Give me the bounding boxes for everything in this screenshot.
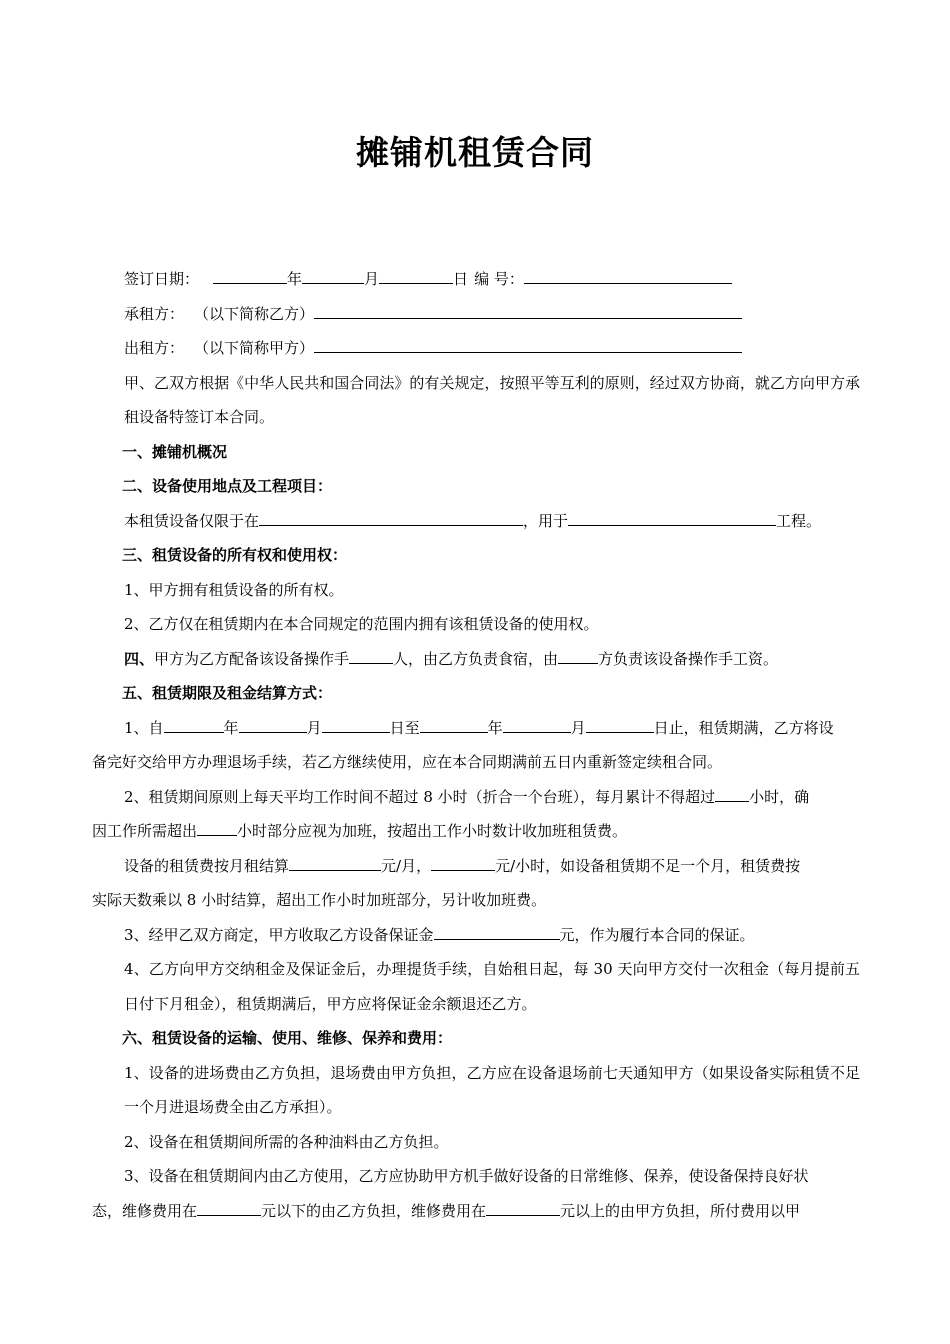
operator-count-blank[interactable] (349, 646, 393, 664)
deposit-line (92, 918, 860, 953)
project-blank[interactable] (568, 508, 776, 526)
year-blank[interactable] (213, 266, 287, 284)
fuel-paragraph: 2、设备在租赁期间所需的各种油料由乙方负担。 (124, 1132, 449, 1151)
hours-line-2 (92, 814, 860, 849)
start-month-label: 月 (306, 718, 322, 737)
section-6-heading: 六、租赁设备的运输、使用、维修、保养和费用： (122, 1029, 453, 1047)
overtime-hours-blank[interactable] (197, 818, 237, 836)
lessor-note: （以下简称甲方） (194, 339, 315, 357)
lessor-repair-limit-blank[interactable] (486, 1198, 560, 1216)
end-month-label: 月 (570, 718, 586, 737)
maintenance-line-2 (92, 1194, 860, 1229)
fee-line-1 (92, 849, 860, 884)
month-blank[interactable] (302, 266, 364, 284)
hourly-fee-blank[interactable] (431, 853, 495, 871)
lessor-line (92, 331, 860, 366)
year-label: 年 (287, 270, 303, 288)
maintenance-text: 态，维修费用在 (92, 1201, 198, 1220)
start-day-blank[interactable] (322, 715, 390, 733)
wage-party-blank[interactable] (558, 646, 598, 664)
location-line (92, 504, 860, 539)
wage-text: 方负责该设备操作手工资。 (598, 649, 779, 668)
start-year-label: 年 (223, 718, 239, 737)
monthly-fee-blank[interactable] (289, 853, 381, 871)
lessee-label: 承租方： (124, 304, 185, 323)
day-label: 日 (453, 270, 469, 288)
section-1-heading: 一、摊铺机概况 (122, 442, 228, 461)
hours-suffix: 小时，确 (749, 787, 810, 806)
overtime-suffix: 小时部分应视为加班，按超出工作小时数计收加班租赁费。 (237, 822, 628, 840)
end-day-blank[interactable] (586, 715, 654, 733)
hourly-fee-text: 元/小时，如设备租赁期不足一个月，租赁费按 (495, 856, 801, 875)
lessee-repair-limit-blank[interactable] (197, 1198, 261, 1216)
hours-text: 2、租赁期间原则上每天平均工作时间不超过 8 小时（折合一个台班），每月累计不得超过 (124, 787, 716, 806)
number-label: 编 号： (474, 270, 524, 288)
end-year-blank[interactable] (420, 715, 488, 733)
section-3-item-2: 2、乙方仅在租赁期内在本合同规定的范围内拥有该租赁设备的使用权。 (124, 615, 599, 633)
lessee-line (92, 297, 860, 332)
fee-line-2: 实际天数乘以 8 小时结算，超出工作小时加班部分，另计收加班费。 (92, 891, 547, 909)
end-year-label: 年 (487, 718, 503, 737)
section-3-heading: 三、租赁设备的所有权和使用权： (122, 546, 348, 564)
section-4-line (92, 642, 860, 677)
term-line-1 (92, 711, 860, 746)
section-3-item-1: 1、甲方拥有租赁设备的所有权。 (124, 580, 344, 599)
lessee-note: （以下简称乙方） (194, 304, 315, 323)
document-title: 摊铺机租赁合同 (356, 133, 594, 172)
start-day-label: 日至 (389, 718, 420, 737)
term-line-2: 备完好交给甲方办理退场手续，若乙方继续使用，应在本合同期满前五日内重新签定续租合同。 (92, 753, 723, 771)
monthly-fee-unit: 元/月， (381, 856, 432, 875)
maintenance-mid-text: 元以下的由乙方负担，维修费用在 (261, 1201, 487, 1220)
deposit-suffix: 元，作为履行本合同的保证。 (559, 925, 755, 944)
month-label: 月 (364, 270, 380, 288)
deposit-text: 3、经甲乙双方商定，甲方收取乙方设备保证金 (124, 925, 434, 944)
lessor-label: 出租方： (124, 339, 185, 357)
payment-paragraph: 4、乙方向甲方交纳租金及保证金后，办理提货手续，自始租日起，每 30 天向甲方交付一次租金（每月提前五日付下月租金），租赁期满后，甲方应将保证金余额退还乙方。 (124, 960, 860, 1013)
term-from: 1、自 (124, 718, 164, 737)
intro-paragraph: 甲、乙双方根据《中华人民共和国合同法》的有关规定，按照平等互利的原则，经过双方协商，就乙方向甲方承租设备特签订本合同。 (124, 373, 860, 426)
end-day-label: 日止，租赁期满，乙方将设 (653, 718, 834, 737)
sign-date-label: 签订日期： (124, 270, 200, 288)
section-4-heading: 四、 (124, 649, 155, 668)
deposit-blank[interactable] (434, 922, 560, 940)
lessor-blank[interactable] (314, 335, 742, 353)
maintenance-line-1: 3、设备在租赁期间内由乙方使用，乙方应协助甲方机手做好设备的日常维修、保养，使设备保持良好状 (124, 1167, 809, 1185)
transport-paragraph: 1、设备的进场费由乙方负担，退场费由甲方负担，乙方应在设备退场前七天通知甲方（如果设备实际租赁不足一个月进退场费全由乙方承担）。 (124, 1063, 860, 1116)
day-blank[interactable] (379, 266, 453, 284)
overtime-text: 因工作所需超出 (92, 822, 198, 840)
number-blank[interactable] (524, 266, 732, 284)
location-blank[interactable] (259, 508, 523, 526)
contract-body (92, 262, 860, 1228)
section-5-heading: 五、租赁期限及租金结算方式： (122, 684, 333, 702)
fee-text: 设备的租赁费按月租结算 (124, 856, 290, 875)
lessee-blank[interactable] (314, 301, 742, 319)
project-suffix: 工程。 (776, 511, 822, 530)
end-month-blank[interactable] (503, 715, 571, 733)
section-2-heading: 二、设备使用地点及工程项目： (122, 477, 333, 495)
sign-date-line (92, 262, 860, 297)
location-text: 本租赁设备仅限于在 (124, 511, 260, 530)
operator-text: 甲方为乙方配备该设备操作手 (154, 649, 350, 668)
maintenance-suffix: 元以上的由甲方负担，所付费用以甲 (560, 1201, 801, 1220)
project-text: ，用于 (523, 511, 569, 530)
hours-line-1 (92, 780, 860, 815)
monthly-hours-blank[interactable] (715, 784, 749, 802)
start-month-blank[interactable] (239, 715, 307, 733)
lodging-text: 人，由乙方负责食宿，由 (393, 649, 559, 668)
start-year-blank[interactable] (164, 715, 224, 733)
